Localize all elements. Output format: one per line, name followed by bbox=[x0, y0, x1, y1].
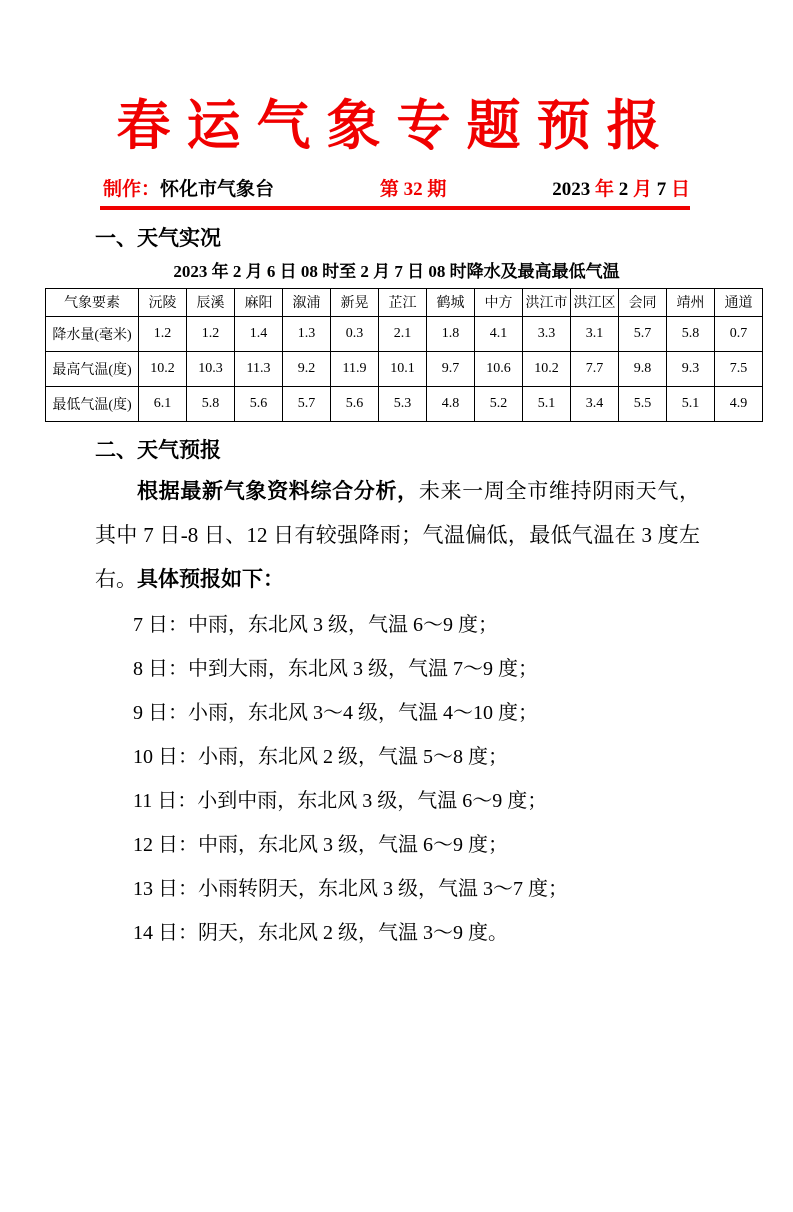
table-cell: 4.8 bbox=[427, 386, 475, 421]
table-cell: 1.2 bbox=[187, 316, 235, 351]
table-header-cell: 气象要素 bbox=[46, 288, 139, 316]
table-header-row bbox=[46, 288, 763, 316]
table-cell: 4.1 bbox=[475, 316, 523, 351]
daily-forecast-line: 14 日：阴天，东北风 2 级，气温 3～9 度。 bbox=[133, 921, 508, 944]
daily-forecast-line: 11 日：小到中雨，东北风 3 级，气温 6～9 度； bbox=[133, 789, 548, 812]
table-cell: 5.1 bbox=[667, 386, 715, 421]
table-header-cell: 溆浦 bbox=[283, 288, 331, 316]
table-header-cell: 鹤城 bbox=[427, 288, 475, 316]
document-meta-line bbox=[103, 177, 690, 203]
producer-label: 制作： bbox=[103, 178, 161, 200]
table-cell: 9.3 bbox=[667, 351, 715, 386]
table-cell: 4.9 bbox=[715, 386, 763, 421]
forecast-lead-bold: 根据最新气象资料综合分析， bbox=[137, 478, 419, 503]
table-row bbox=[46, 351, 763, 386]
table-cell: 5.6 bbox=[331, 386, 379, 421]
daily-forecast-line: 9 日：小雨，东北风 3～4 级，气温 4～10 度； bbox=[133, 701, 538, 724]
table-header-cell: 新晃 bbox=[331, 288, 379, 316]
table-cell: 11.9 bbox=[331, 351, 379, 386]
table-cell: 3.4 bbox=[571, 386, 619, 421]
table-body bbox=[46, 316, 763, 421]
weather-table-title: 2023 年 2 月 6 日 08 时至 2 月 7 日 08 时降水及最高最低气温 bbox=[173, 261, 620, 281]
document-page bbox=[0, 90, 793, 1212]
daily-forecast-line: 13 日：小雨转阴天，东北风 3 级，气温 3～7 度； bbox=[133, 877, 568, 900]
table-cell: 9.8 bbox=[619, 351, 667, 386]
table-cell: 1.2 bbox=[139, 316, 187, 351]
daily-forecast-line: 8 日：中到大雨，东北风 3 级，气温 7～9 度； bbox=[133, 657, 538, 680]
table-cell: 5.1 bbox=[523, 386, 571, 421]
section2-heading: 二、天气预报 bbox=[95, 437, 221, 462]
daily-forecast-list bbox=[133, 603, 793, 955]
issue-date bbox=[552, 177, 690, 203]
table-cell: 1.3 bbox=[283, 316, 331, 351]
row-label: 最低气温(度) bbox=[46, 386, 139, 421]
daily-forecast-line: 7 日：中雨，东北风 3 级，气温 6～9 度； bbox=[133, 613, 498, 636]
daily-forecast-line: 10 日：小雨，东北风 2 级，气温 5～8 度； bbox=[133, 745, 508, 768]
row-label: 最高气温(度) bbox=[46, 351, 139, 386]
table-cell: 5.7 bbox=[619, 316, 667, 351]
table-cell: 1.8 bbox=[427, 316, 475, 351]
table-cell: 10.3 bbox=[187, 351, 235, 386]
table-header-cell: 会同 bbox=[619, 288, 667, 316]
table-cell: 5.5 bbox=[619, 386, 667, 421]
table-header-cell: 麻阳 bbox=[235, 288, 283, 316]
producer bbox=[103, 177, 274, 203]
date-month-unit: 月 bbox=[632, 178, 652, 200]
table-header-cell: 靖州 bbox=[667, 288, 715, 316]
daily-forecast-line: 12 日：中雨，东北风 3 级，气温 6～9 度； bbox=[133, 833, 508, 856]
table-cell: 10.2 bbox=[523, 351, 571, 386]
table-cell: 5.8 bbox=[667, 316, 715, 351]
table-cell: 2.1 bbox=[379, 316, 427, 351]
table-header-cell: 芷江 bbox=[379, 288, 427, 316]
table-header-cell: 中方 bbox=[475, 288, 523, 316]
weather-observation-table bbox=[45, 288, 763, 422]
issue-number: 第 32 期 bbox=[379, 178, 447, 200]
table-cell: 9.7 bbox=[427, 351, 475, 386]
table-cell: 5.8 bbox=[187, 386, 235, 421]
table-row bbox=[46, 386, 763, 421]
table-cell: 3.1 bbox=[571, 316, 619, 351]
table-cell: 6.1 bbox=[139, 386, 187, 421]
row-label: 降水量(毫米) bbox=[46, 316, 139, 351]
date-year-unit: 年 bbox=[594, 178, 614, 200]
table-header-cell: 洪江区 bbox=[571, 288, 619, 316]
table-cell: 5.6 bbox=[235, 386, 283, 421]
table-cell: 7.5 bbox=[715, 351, 763, 386]
table-cell: 10.6 bbox=[475, 351, 523, 386]
table-header-cell: 洪江市 bbox=[523, 288, 571, 316]
table-cell: 0.3 bbox=[331, 316, 379, 351]
forecast-tail-bold: 具体预报如下： bbox=[137, 566, 284, 591]
date-year: 2023 bbox=[552, 178, 591, 200]
table-cell: 7.7 bbox=[571, 351, 619, 386]
forecast-body-text: 未来一周全市维持阴雨天气，其中 7 日-8 日、12 日有较强降雨；气温偏低，最低气温在 3 度左右。 bbox=[95, 478, 701, 591]
table-cell: 10.1 bbox=[379, 351, 427, 386]
date-month: 2 bbox=[618, 178, 629, 200]
table-header-cell: 沅陵 bbox=[139, 288, 187, 316]
table-row bbox=[46, 316, 763, 351]
table-cell: 1.4 bbox=[235, 316, 283, 351]
section1-heading: 一、天气实况 bbox=[95, 225, 221, 250]
table-cell: 3.3 bbox=[523, 316, 571, 351]
table-header-cell: 辰溪 bbox=[187, 288, 235, 316]
table-cell: 5.7 bbox=[283, 386, 331, 421]
page-title: 春运气象专题预报 bbox=[116, 96, 677, 156]
table-cell: 0.7 bbox=[715, 316, 763, 351]
table-header-cell: 通道 bbox=[715, 288, 763, 316]
red-divider-line bbox=[100, 206, 690, 210]
table-cell: 5.2 bbox=[475, 386, 523, 421]
producer-name: 怀化市气象台 bbox=[160, 178, 275, 200]
forecast-summary-paragraph bbox=[95, 469, 700, 601]
date-day-unit: 日 bbox=[670, 178, 690, 200]
table-cell: 9.2 bbox=[283, 351, 331, 386]
date-day: 7 bbox=[656, 178, 667, 200]
table-head bbox=[46, 288, 763, 316]
table-cell: 10.2 bbox=[139, 351, 187, 386]
table-cell: 11.3 bbox=[235, 351, 283, 386]
table-cell: 5.3 bbox=[379, 386, 427, 421]
